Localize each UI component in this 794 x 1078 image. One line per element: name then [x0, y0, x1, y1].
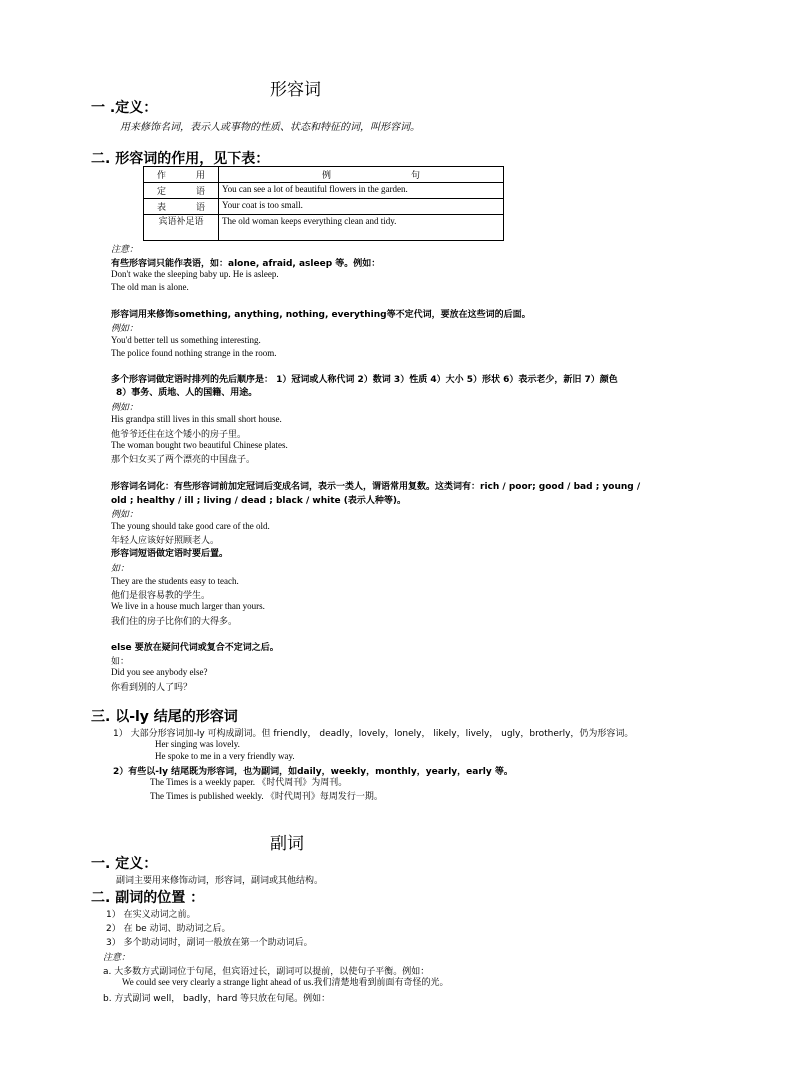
adj-usage-table [143, 166, 504, 241]
adv-note-a-example: We could see very clearly a strange light ahead of us.我们清楚地看到前面有奇怪的光。 [122, 977, 449, 987]
sec3-point2: 2）有些以-ly 结尾既为形容词，也为副词，如daily，weekly，monthly，yearly，early 等。 [113, 767, 513, 777]
adj-section3-heading: 三. 以-ly 结尾的形容词 [91, 709, 238, 725]
adjective-title: 形容词 [270, 80, 321, 100]
note4-example-1-zh: 年轻人应该好好照顾老人。 [111, 536, 220, 546]
note6-title: else 要放在疑问代词或复合不定词之后。 [111, 643, 279, 653]
note3-title-line2: 8）事务、质地、人的国籍、用途。 [116, 388, 258, 398]
note4-label: 例如： [111, 510, 139, 520]
table-cell-role: 宾语补足语 [144, 215, 219, 241]
note4-title-line1: 形容词名词化：有些形容词前加定冠词后变成名词，表示一类人，谓语常用复数。这类词有：rich / poor; good / bad ; young / [111, 482, 641, 492]
note3-title-line1: 多个形容词做定语时排列的先后顺序是： 1）冠词或人称代词 2）数词 3）性质 4）大小 5）形状 6）表示老少，新旧 7）颜色 [111, 375, 618, 385]
adj-note-label: 注意： [111, 245, 139, 255]
adverb-title: 副词 [270, 834, 304, 854]
note2-example-1: You'd better tell us something interesting. [111, 335, 261, 345]
adv-section2-heading: 二. 副词的位置 ： [91, 890, 205, 906]
note5-example-2-zh: 我们住的房子比你们的大得多。 [111, 617, 238, 627]
table-header-role [144, 167, 219, 183]
adv-note-b: b. 方式副词 well， badly，hard 等只放在句尾。例如： [103, 994, 331, 1004]
note6-label: 如： [111, 657, 130, 667]
note3-example-1: His grandpa still lives in this small short house. [111, 414, 282, 424]
adv-note-a: a. 大多数方式副词位于句尾，但宾语过长，副词可以提前，以使句子平衡。例如： [103, 967, 430, 977]
note3-label: 例如： [111, 403, 139, 413]
note5-title: 形容词短语做定语时要后置。 [111, 549, 229, 559]
note2-example-2: The police found nothing strange in the room. [111, 348, 277, 358]
note5-example-1: They are the students easy to teach. [111, 576, 239, 586]
sec3-point1-example-2: He spoke to me in a very friendly way. [155, 751, 295, 761]
adv-position-item: 1） 在实义动词之前。 [106, 910, 196, 920]
note6-example-1-zh: 你看到别的人了吗？ [111, 683, 193, 693]
row1-role-a: 定 [157, 187, 167, 197]
note3-example-1-zh: 他爷爷还住在这个矮小的房子里。 [111, 430, 247, 440]
row1-role-b: 语 [195, 187, 205, 197]
note3-example-2-zh: 那个妇女买了两个漂亮的中国盘子。 [111, 455, 256, 465]
sec3-point2-example-2: The Times is published weekly. 《时代周刊》每周发行一期。 [150, 791, 383, 801]
adv-position-item: 2） 在 be 动词、助动词之后。 [106, 924, 231, 934]
table-cell-example: The old woman keeps everything clean and tidy. [219, 215, 504, 241]
table-header-example [219, 167, 504, 183]
table-cell-role [144, 183, 219, 199]
note4-example-1: The young should take good care of the old. [111, 521, 270, 531]
adv-section1-heading: 一. 定义： [91, 856, 158, 872]
note1-example-1: Don't wake the sleeping baby up. He is asleep. [111, 269, 279, 279]
note3-example-2: The woman bought two beautiful Chinese plates. [111, 440, 288, 450]
note4-title-line2: old ; healthy / ill ; living / dead ; black / white (表示人种等)。 [111, 496, 406, 506]
table-header-row [144, 167, 504, 183]
note2-label: 例如： [111, 324, 139, 334]
header-role-b: 用 [195, 171, 205, 181]
note5-example-2: We live in a house much larger than yours. [111, 601, 265, 611]
note6-example-1: Did you see anybody else? [111, 667, 208, 677]
sec3-point2-example-1: The Times is a weekly paper. 《时代周刊》为周刊。 [150, 777, 348, 787]
header-example-a: 例 [322, 171, 332, 181]
row2-role-b: 语 [195, 203, 205, 213]
table-cell-role [144, 199, 219, 215]
adj-definition: 用来修饰名词，表示人或事物的性质、状态和特征的词，叫形容词。 [120, 122, 420, 133]
note5-label: 如： [111, 564, 130, 574]
note1-example-2: The old man is alone. [111, 282, 189, 292]
note2-title: 形容词用来修饰something, anything, nothing, everything等不定代词，要放在这些词的后面。 [111, 310, 531, 320]
header-role-a: 作 [157, 171, 167, 181]
table-row [144, 199, 504, 215]
sec3-point1-example-1: Her singing was lovely. [155, 739, 240, 749]
note5-example-1-zh: 他们是很容易教的学生。 [111, 591, 211, 601]
sec3-point1: 1） 大部分形容词加-ly 可构成副词。但 friendly， deadly，lovely，lonely， likely，lively， ugly，brotherly，仍为形容词。 [113, 729, 634, 739]
row2-role-a: 表 [157, 203, 167, 213]
adj-section2-heading: 二. 形容词的作用，见下表： [91, 151, 270, 167]
adv-position-item: 3） 多个助动词时，副词一般放在第一个助动词后。 [106, 938, 313, 948]
adv-definition: 副词主要用来修饰动词，形容词，副词或其他结构。 [116, 876, 324, 886]
header-example-b: 句 [410, 171, 420, 181]
adj-section1-heading: 一 .定义： [91, 100, 158, 116]
adv-note-label: 注意： [103, 953, 131, 963]
note1-title: 有些形容词只能作表语，如：alone, afraid, asleep 等。例如： [111, 259, 381, 269]
table-row [144, 183, 504, 199]
table-cell-example: You can see a lot of beautiful flowers in the garden. [219, 183, 504, 199]
table-row [144, 215, 504, 241]
table-cell-example: Your coat is too small. [219, 199, 504, 215]
